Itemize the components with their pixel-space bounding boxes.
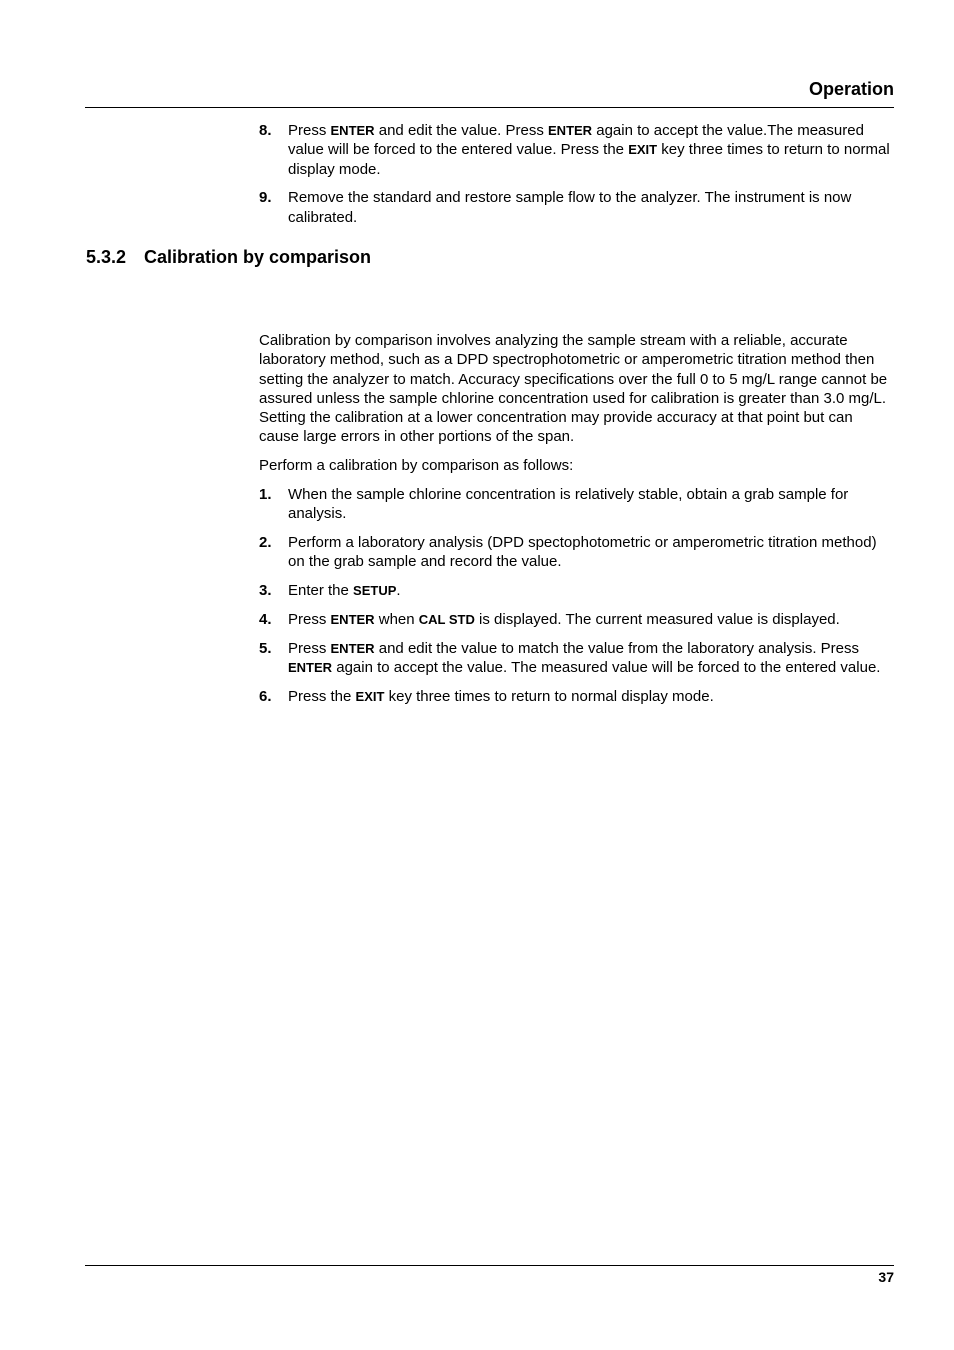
continued-steps xyxy=(259,121,895,236)
step-text xyxy=(288,122,890,178)
step-2 xyxy=(259,533,895,572)
step-text xyxy=(288,640,880,676)
step-1 xyxy=(259,485,895,524)
text-run: key three times to return to normal display mode. xyxy=(288,141,890,178)
key-label-enter: ENTER xyxy=(330,640,375,656)
step-number: 5. xyxy=(259,639,272,657)
text-run: Enter the xyxy=(288,582,354,600)
text-run: again to accept the value.The measured value will be forced to the entered value. Press the xyxy=(288,122,864,159)
step-text xyxy=(288,688,714,705)
step-6 xyxy=(259,687,895,706)
text-run: Press the xyxy=(288,687,356,705)
text-run: Press xyxy=(288,639,331,657)
comparison-step-list xyxy=(259,485,895,706)
text-run: . xyxy=(396,582,401,600)
text-run: again to accept the value. The measured value will be forced to the entered value. xyxy=(332,659,881,677)
page-number: 37 xyxy=(878,1269,894,1285)
step-3 xyxy=(259,581,895,600)
step-9 xyxy=(259,188,895,227)
step-text xyxy=(288,611,840,628)
key-label-enter: ENTER xyxy=(330,612,375,628)
step-number: 6. xyxy=(259,687,272,705)
section-heading xyxy=(86,246,371,268)
step-number: 9. xyxy=(259,189,272,207)
section-body xyxy=(259,331,895,716)
lead-in-paragraph: Perform a calibration by comparison as follows: xyxy=(259,457,574,475)
key-label-exit: EXIT xyxy=(355,688,385,704)
footer-rule xyxy=(85,1265,894,1266)
step-text: When the sample chlorine concentration is relatively stable, obtain a grab sample for analysis. xyxy=(288,486,849,523)
key-label-enter: ENTER xyxy=(288,660,333,676)
step-number: 2. xyxy=(259,534,272,552)
step-number: 1. xyxy=(259,486,272,504)
key-label-enter: ENTER xyxy=(548,123,593,138)
continued-step-list xyxy=(259,121,895,227)
header-rule xyxy=(85,107,894,108)
key-label-exit: EXIT xyxy=(628,142,658,158)
step-5 xyxy=(259,639,895,678)
text-run: and edit the value to match the value from the laboratory analysis. Press xyxy=(374,639,860,657)
text-run: Press xyxy=(288,122,331,139)
text-run: is displayed. The current measured value is displayed. xyxy=(474,611,840,629)
step-number: 3. xyxy=(259,582,272,600)
step-number: 4. xyxy=(259,611,272,629)
step-4 xyxy=(259,610,895,629)
step-number: 8. xyxy=(259,122,272,139)
text-run: key three times to return to normal display mode. xyxy=(384,687,714,705)
step-text xyxy=(288,582,401,599)
section-title: Calibration by comparison xyxy=(144,247,372,267)
page-header-title: Operation xyxy=(808,79,894,99)
key-label-cal-std: CAL STD xyxy=(418,612,475,628)
step-text: Remove the standard and restore sample flow to the analyzer. The instrument is now calibrated. xyxy=(288,189,852,226)
text-run: when xyxy=(374,611,419,629)
text-run: Press xyxy=(288,611,331,629)
text-run: and edit the value. Press xyxy=(374,122,549,139)
intro-paragraph: Calibration by comparison involves analyzing the sample stream with a reliable, accurate laboratory method, such as a DPD spectrophotometric or amperometric titration method then setting the analyzer to match. Accuracy specifications over the full 0 to 5 mg/L range cannot be assured unless the sample chlorine concentration used for calibration is greater than 3.0 mg/L. Setting the calibration at a lower concentration may provide accuracy at that point but can cause large errors in other portions of the span. xyxy=(259,332,888,446)
key-label-setup: SETUP xyxy=(353,583,397,599)
step-text: Perform a laboratory analysis (DPD spectophotometric or amperometric titration method) on the grab sample and record the value. xyxy=(288,534,877,571)
section-number: 5.3.2 xyxy=(86,247,127,267)
step-8 xyxy=(259,121,895,179)
key-label-enter: ENTER xyxy=(330,123,375,138)
